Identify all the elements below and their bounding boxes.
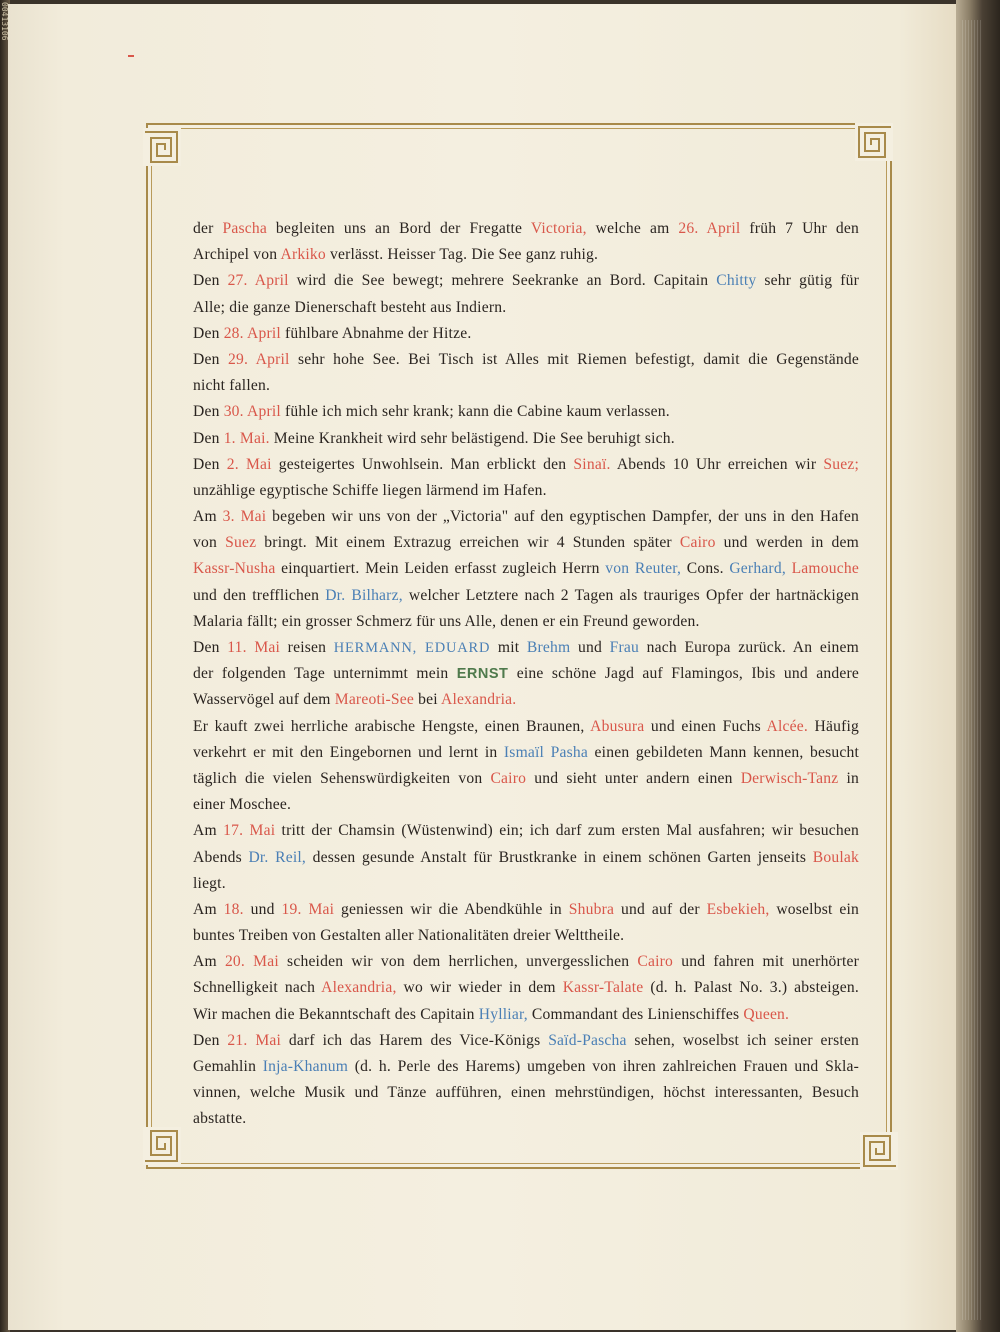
- text-segment: Häufig: [807, 717, 859, 735]
- text-segment: tritt der Chamsin (Wüstenwind) ein; ich darf zum ersten Mal ausfahren; wir besuchen: [275, 822, 859, 840]
- text-line: [193, 373, 859, 399]
- text-line: [193, 530, 859, 556]
- highlighted-name: Arkiko: [280, 246, 326, 264]
- text-segment: und: [570, 639, 610, 656]
- highlighted-name: Victoria,: [530, 220, 587, 237]
- text-segment: buntes Treiben von Gestalten aller Nationalitäten dreier Welttheile.: [193, 927, 625, 945]
- highlighted-name: 19. Mai: [281, 900, 335, 918]
- text-line: [193, 687, 859, 713]
- text-line: [193, 609, 859, 635]
- text-segment: Abends: [193, 848, 249, 866]
- text-segment: wo wir wieder in dem: [396, 979, 563, 997]
- text-line: [193, 949, 859, 975]
- text-segment: mit: [490, 639, 527, 656]
- text-line: [193, 216, 859, 242]
- highlighted-name: 3. Mai: [222, 508, 267, 526]
- highlighted-name: Suez;: [823, 455, 859, 473]
- text-segment: Den: [193, 1031, 228, 1049]
- text-segment: früh 7 Uhr den: [740, 220, 859, 237]
- text-line: [193, 295, 859, 321]
- greek-key-ornament-icon: [855, 123, 893, 161]
- text-segment: der folgenden Tage unternimmt mein: [193, 665, 457, 683]
- highlighted-name: von Reuter,: [605, 560, 682, 578]
- text-segment: geniessen wir die Abendkühle in: [334, 900, 569, 918]
- text-line: [193, 504, 859, 530]
- highlighted-name: Boulak: [812, 848, 859, 866]
- text-line: [193, 452, 859, 478]
- highlighted-name: 30. April: [223, 403, 281, 421]
- text-line: [193, 556, 859, 582]
- highlighted-name: Pascha: [222, 220, 267, 237]
- highlighted-name: Esbekieh,: [706, 900, 770, 918]
- text-segment: Den: [193, 639, 228, 656]
- highlighted-name: Lamouche: [791, 560, 859, 578]
- highlighted-name: Alexandria,: [321, 979, 397, 997]
- highlighted-name: 2. Mai: [226, 455, 272, 473]
- text-segment: sehr hohe See. Bei Tisch ist Alles mit Riemen befestigt, damit die Gegenstände: [289, 350, 859, 368]
- text-segment: bei: [414, 691, 442, 709]
- highlighted-name: 29. April: [228, 350, 290, 368]
- text-segment: Malaria fällt; ein grosser Schmerz für uns Alle, denen er ein Freund geworden.: [193, 612, 700, 630]
- text-segment: Den: [193, 272, 228, 290]
- text-segment: welche am: [586, 220, 679, 237]
- text-line: [193, 426, 859, 452]
- text-segment: gesteigertes Unwohlsein. Man erblickt den: [271, 455, 574, 473]
- text-line: [193, 845, 859, 871]
- highlighted-name: Queen.: [743, 1005, 790, 1023]
- text-line: [193, 1002, 859, 1028]
- text-segment: Alle; die ganze Dienerschaft besteht aus Indiern.: [193, 298, 507, 316]
- text-segment: (d. h. Palast No. 3.) absteigen.: [643, 979, 859, 997]
- highlighted-name: Dr. Reil,: [248, 848, 307, 866]
- highlighted-name: Cairo: [490, 769, 527, 787]
- text-segment: einen gebildeten Mann kennen, besucht: [588, 743, 859, 761]
- highlighted-name: Hylliar,: [478, 1005, 528, 1023]
- text-segment: Commandant des Linienschiffes: [527, 1005, 744, 1023]
- highlighted-name: Saïd-Pascha: [548, 1031, 627, 1049]
- text-segment: und einen Fuchs: [644, 717, 767, 735]
- highlighted-name: Cairo: [637, 953, 674, 971]
- text-line: [193, 766, 859, 792]
- greek-key-ornament-icon: [860, 1132, 898, 1170]
- highlighted-name: ERNST: [456, 666, 509, 683]
- highlighted-name: 20. Mai: [224, 953, 279, 971]
- text-line: [193, 792, 859, 818]
- text-segment: Den: [193, 455, 227, 473]
- text-segment: Archipel von: [193, 246, 281, 264]
- text-segment: unzählige egyptische Schiffe liegen lärmend im Hafen.: [193, 481, 547, 499]
- text-line: [193, 1106, 859, 1132]
- highlighted-name: Ismaïl Pasha: [503, 743, 589, 761]
- text-segment: und: [243, 900, 282, 918]
- text-segment: Den: [193, 350, 228, 368]
- highlighted-name: Sinaï.: [573, 455, 611, 473]
- highlighted-name: 27. April: [227, 272, 289, 290]
- text-segment: Am: [193, 953, 225, 971]
- text-line: [193, 1028, 859, 1054]
- text-segment: Schnelligkeit nach: [193, 979, 322, 997]
- text-segment: eine schöne Jagd auf Flamingos, Ibis und andere: [508, 665, 859, 683]
- highlighted-name: 1. Mai.: [223, 429, 270, 447]
- text-segment: sehr gütig für: [756, 272, 859, 290]
- text-segment: begleiten uns an Bord der Fregatte: [266, 220, 531, 237]
- text-segment: und sieht unter andern einen: [526, 769, 741, 787]
- highlighted-name: Gerhard,: [729, 560, 786, 578]
- highlighted-name: Inja-Khanum: [262, 1058, 349, 1075]
- text-segment: Den: [193, 403, 224, 421]
- text-segment: und werden in dem: [715, 534, 860, 552]
- highlighted-name: Suez: [225, 534, 257, 552]
- text-segment: Meine Krankheit wird sehr belästigend. Die See beruhigt sich.: [269, 429, 675, 447]
- text-segment: Wasservögel auf dem: [193, 691, 335, 709]
- text-segment: Den: [193, 429, 224, 447]
- highlighted-name: Frau: [609, 639, 639, 656]
- highlighted-name: Cairo: [679, 534, 716, 552]
- text-line: [193, 347, 859, 373]
- text-segment: dessen gesunde Anstalt für Brustkranke in einem schönen Garten jenseits: [306, 848, 813, 866]
- text-line: [193, 321, 859, 347]
- text-segment: nach Europa zurück. An einem: [638, 639, 859, 656]
- highlighted-name: Dr. Bilharz,: [325, 586, 403, 604]
- text-segment: Am: [193, 900, 224, 918]
- text-segment: bringt. Mit einem Extrazug erreichen wir 4 Stunden später: [256, 534, 680, 552]
- text-segment: einquartiert. Mein Leiden erfasst zugleich Herrn: [275, 560, 606, 578]
- text-line: [193, 1080, 859, 1106]
- highlighted-name: Mareoti-See: [334, 691, 415, 709]
- highlighted-name: 17. Mai: [223, 822, 276, 840]
- highlighted-name: Chitty: [716, 272, 757, 290]
- text-segment: vinnen, welche Musik und Tänze aufführen, einen mehrstündigen, höchst interessanten, Besuch: [193, 1084, 859, 1102]
- text-segment: einer Moschee.: [193, 796, 292, 814]
- text-segment: von: [193, 534, 226, 552]
- highlighted-name: 26. April: [678, 220, 741, 237]
- highlighted-name: Kassr-Nusha: [193, 560, 276, 578]
- greek-key-ornament-icon: [143, 1127, 181, 1165]
- text-segment: Am: [193, 508, 223, 526]
- text-segment: (d. h. Perle des Harems) umgeben von ihren zahlreichen Frauen und Skla-: [348, 1058, 859, 1075]
- highlighted-name: 11. Mai: [227, 639, 281, 656]
- text-segment: nicht fallen.: [193, 377, 271, 395]
- text-line: [193, 975, 859, 1001]
- highlighted-name: 28. April: [223, 324, 281, 342]
- highlighted-name: Abusura: [590, 717, 645, 735]
- text-line: [193, 1054, 859, 1080]
- text-line: [193, 818, 859, 844]
- text-segment: und auf der: [614, 900, 707, 918]
- text-segment: in: [838, 769, 859, 787]
- text-line: [193, 897, 859, 923]
- text-segment: wird die See bewegt; mehrere Seekranke an Bord. Capitain: [288, 272, 717, 290]
- text-line: [193, 740, 859, 766]
- text-segment: liegt.: [193, 874, 226, 892]
- highlighted-name: Kassr-Talate: [562, 979, 644, 997]
- text-segment: woselbst ein: [769, 900, 860, 918]
- greek-key-ornament-icon: [143, 128, 181, 166]
- text-segment: Cons.: [681, 560, 730, 578]
- text-segment: welcher Letztere nach 2 Tagen als trauriges Opfer der hartnäckigen: [402, 586, 859, 604]
- text-line: [193, 635, 859, 661]
- text-segment: scheiden wir von dem herrlichen, unvergesslichen: [278, 953, 638, 971]
- highlighted-name: Alexandria.: [441, 691, 517, 709]
- diary-text-block: [193, 216, 859, 1133]
- text-line: [193, 478, 859, 504]
- text-line: [193, 268, 859, 294]
- archive-label: 00413106: [0, 2, 9, 41]
- text-line: [193, 583, 859, 609]
- text-segment: und den trefflichen: [193, 586, 326, 604]
- text-segment: Er kauft zwei herrliche arabische Hengste, einen Braunen,: [193, 717, 591, 735]
- highlighted-name: Brehm: [526, 639, 571, 656]
- text-segment: Den: [193, 324, 224, 342]
- highlighted-name: Shubra: [568, 900, 615, 918]
- highlighted-name: 18.: [223, 900, 244, 918]
- text-segment: begeben wir uns von der „Victoria" auf den egyptischen Dampfer, der uns in den Hafen: [266, 508, 860, 526]
- text-segment: und fahren mit unerhörter: [673, 953, 859, 971]
- page-stack-lines: [962, 20, 982, 1320]
- text-line: [193, 399, 859, 425]
- text-line: [193, 871, 859, 897]
- text-segment: der: [193, 220, 223, 237]
- text-line: [193, 923, 859, 949]
- text-segment: fühle ich mich sehr krank; kann die Cabine kaum verlassen.: [280, 403, 670, 421]
- highlighted-name: HERMANN, EDUARD: [333, 640, 491, 656]
- highlighted-name: 21. Mai: [227, 1031, 282, 1049]
- red-mark: [128, 55, 134, 57]
- text-segment: sehen, woselbst ich seiner ersten: [626, 1031, 859, 1049]
- text-segment: Am: [193, 822, 224, 840]
- text-segment: Abends 10 Uhr erreichen wir: [610, 455, 824, 473]
- text-segment: darf ich das Harem des Vice-Königs: [281, 1031, 549, 1049]
- text-segment: Gemahlin: [193, 1058, 263, 1075]
- text-segment: Wir machen die Bekanntschaft des Capitain: [193, 1005, 479, 1023]
- text-line: [193, 242, 859, 268]
- text-segment: verlässt. Heisser Tag. Die See ganz ruhig.: [325, 246, 599, 264]
- text-line: [193, 714, 859, 740]
- highlighted-name: Derwisch-Tanz: [740, 769, 839, 787]
- text-segment: fühlbare Abnahme der Hitze.: [280, 324, 472, 342]
- text-segment: täglich die vielen Sehenswürdigkeiten von: [193, 769, 491, 787]
- text-segment: abstatte.: [193, 1110, 247, 1128]
- text-segment: reisen: [280, 639, 334, 656]
- text-segment: verkehrt er mit den Eingebornen und lernt in: [193, 743, 504, 761]
- text-line: [193, 661, 859, 687]
- highlighted-name: Alcée.: [766, 717, 808, 735]
